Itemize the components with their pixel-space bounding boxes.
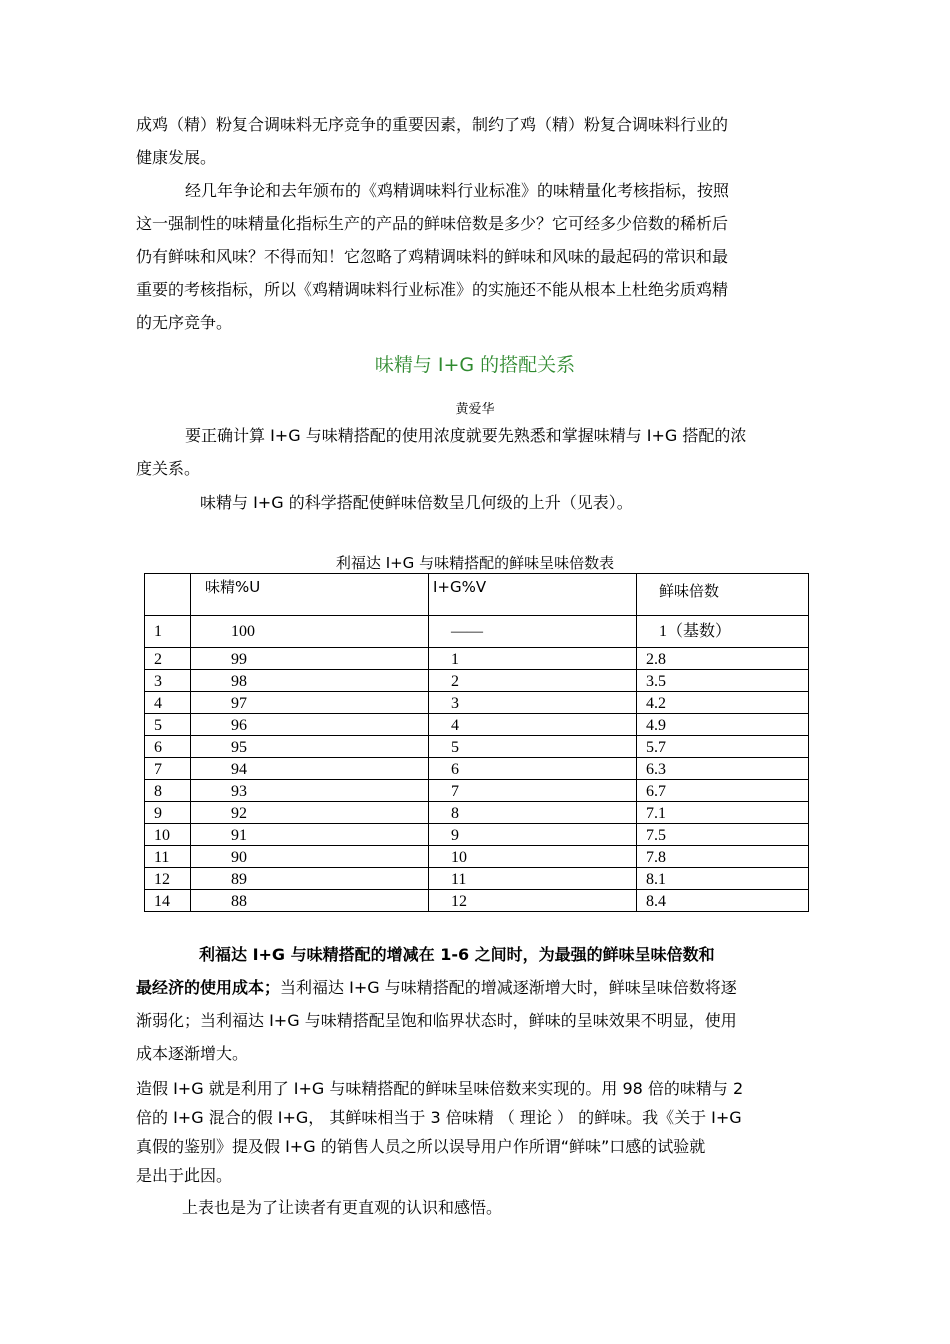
multiplier-cell: 5.7 [637, 736, 809, 758]
table-row [145, 670, 809, 692]
ig-cell: 2 [429, 670, 637, 692]
table-row [145, 890, 809, 912]
paragraph-line: 的无序竞争。 [136, 313, 233, 332]
msg-cell: 89 [191, 868, 429, 890]
table-row [145, 616, 809, 648]
multiplier-cell: 4.2 [637, 692, 809, 714]
row-index-cell: 1 [145, 616, 191, 648]
conclusion-line: 成本逐渐增大。 [136, 1044, 249, 1063]
article-title: 味精与 I+G 的搭配关系 [374, 354, 576, 376]
multiplier-cell: 7.8 [637, 846, 809, 868]
paragraph-line: 成鸡（精）粉复合调味料无序竞争的重要因素，制约了鸡（精）粉复合调味料行业的 [136, 115, 729, 134]
row-index-cell: 6 [145, 736, 191, 758]
row-index-cell: 7 [145, 758, 191, 780]
row-index-cell: 14 [145, 890, 191, 912]
msg-cell: 90 [191, 846, 429, 868]
table-row [145, 736, 809, 758]
table-row [145, 692, 809, 714]
conclusion-rest: 当利福达 I+G 与味精搭配的增减逐渐增大时，鲜味呈味倍数将逐 [280, 978, 737, 997]
intro-line: 度关系。 [136, 459, 201, 478]
msg-cell: 88 [191, 890, 429, 912]
msg-cell: 97 [191, 692, 429, 714]
multiplier-cell: 7.5 [637, 824, 809, 846]
paragraph-line: 重要的考核指标，所以《鸡精调味料行业标准》的实施还不能从根本上杜绝劣质鸡精 [136, 280, 729, 299]
msg-cell: 99 [191, 648, 429, 670]
row-index-cell: 2 [145, 648, 191, 670]
ig-cell: 1 [429, 648, 637, 670]
multiplier-cell: 8.1 [637, 868, 809, 890]
row-index-cell: 11 [145, 846, 191, 868]
intro-line: 要正确计算 I+G 与味精搭配的使用浓度就要先熟悉和掌握味精与 I+G 搭配的浓 [185, 426, 747, 445]
multiplier-cell: 4.9 [637, 714, 809, 736]
fake-paragraph-line: 是出于此因。 [136, 1166, 233, 1185]
row-index-cell: 4 [145, 692, 191, 714]
multiplier-cell: 6.7 [637, 780, 809, 802]
msg-cell: 94 [191, 758, 429, 780]
table-row [145, 714, 809, 736]
row-index-cell: 10 [145, 824, 191, 846]
multiplier-cell: 8.4 [637, 890, 809, 912]
ig-cell: 9 [429, 824, 637, 846]
ig-cell: 6 [429, 758, 637, 780]
table-row [145, 802, 809, 824]
table-header-row [145, 574, 809, 616]
multiplier-cell: 7.1 [637, 802, 809, 824]
msg-cell: 98 [191, 670, 429, 692]
row-index-cell: 9 [145, 802, 191, 824]
row-index-cell: 12 [145, 868, 191, 890]
ig-cell: 5 [429, 736, 637, 758]
header-cell-multiplier: 鲜味倍数 [637, 574, 809, 616]
table-row [145, 780, 809, 802]
conclusion-line: 渐弱化；当利福达 I+G 与味精搭配呈饱和临界状态时，鲜味的呈味效果不明显，使用 [136, 1011, 737, 1030]
ig-cell: 3 [429, 692, 637, 714]
table-row [145, 868, 809, 890]
table-row [145, 846, 809, 868]
ig-cell: 10 [429, 846, 637, 868]
ig-cell: 11 [429, 868, 637, 890]
fake-paragraph-line: 倍的 I+G 混合的假 I+G， 其鲜味相当于 3 倍味精 （ 理论 ） 的鲜味。我《关于 I+G [136, 1108, 742, 1127]
row-index-cell: 8 [145, 780, 191, 802]
msg-cell: 93 [191, 780, 429, 802]
intro-line: 味精与 I+G 的科学搭配使鲜味倍数呈几何级的上升（见表）。 [200, 493, 633, 512]
header-cell-ig: I+G%V [429, 574, 637, 616]
header-cell-index [145, 574, 191, 616]
table-row [145, 758, 809, 780]
multiplier-cell: 1（基数） [637, 616, 809, 648]
table-row [145, 824, 809, 846]
row-index-cell: 5 [145, 714, 191, 736]
paragraph-line: 这一强制性的味精量化指标生产的产品的鲜味倍数是多少？它可经多少倍数的稀析后 [136, 214, 729, 233]
ig-cell: 12 [429, 890, 637, 912]
multiplier-cell: 3.5 [637, 670, 809, 692]
fake-paragraph-line: 造假 I+G 就是利用了 I+G 与味精搭配的鲜味呈味倍数来实现的。用 98 倍的味精与 2 [136, 1079, 744, 1098]
multiplier-cell: 2.8 [637, 648, 809, 670]
conclusion-bold-line: 利福达 I+G 与味精搭配的增减在 1-6 之间时，为最强的鲜味呈味倍数和 [199, 945, 715, 964]
umami-multiplier-table [144, 573, 809, 912]
msg-cell: 95 [191, 736, 429, 758]
table-caption: 利福达 I+G 与味精搭配的鲜味呈味倍数表 [335, 554, 615, 572]
ig-cell: 7 [429, 780, 637, 802]
msg-cell: 91 [191, 824, 429, 846]
msg-cell: 100 [191, 616, 429, 648]
header-cell-msg: 味精%U [191, 574, 429, 616]
paragraph-line: 仍有鲜味和风味？不得而知！它忽略了鸡精调味料的鲜味和风味的最起码的常识和最 [136, 247, 729, 266]
row-index-cell: 3 [145, 670, 191, 692]
paragraph-line: 经几年争论和去年颁布的《鸡精调味料行业标准》的味精量化考核指标，按照 [185, 181, 730, 200]
closing-line: 上表也是为了让读者有更直观的认识和感悟。 [182, 1198, 503, 1217]
ig-cell: —— [429, 616, 637, 648]
fake-paragraph-line: 真假的鉴别》提及假 I+G 的销售人员之所以误导用户作所谓“鲜味”口感的试验就 [136, 1137, 706, 1156]
ig-cell: 8 [429, 802, 637, 824]
msg-cell: 92 [191, 802, 429, 824]
conclusion-line [136, 978, 737, 998]
article-author: 黄爱华 [455, 402, 495, 417]
paragraph-line: 健康发展。 [136, 148, 217, 167]
ig-cell: 4 [429, 714, 637, 736]
multiplier-cell: 6.3 [637, 758, 809, 780]
conclusion-bold-start: 最经济的使用成本； [136, 978, 281, 997]
table-row [145, 648, 809, 670]
msg-cell: 96 [191, 714, 429, 736]
